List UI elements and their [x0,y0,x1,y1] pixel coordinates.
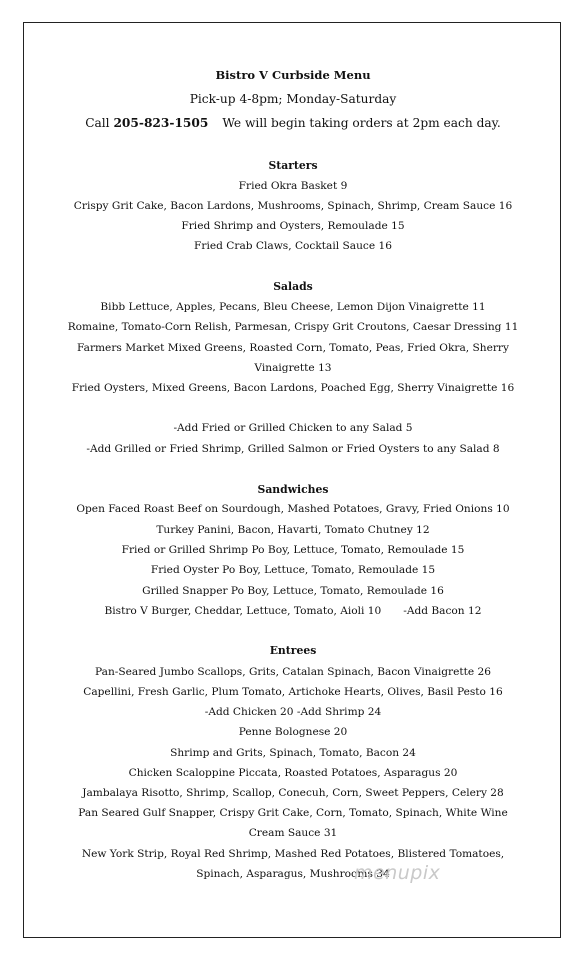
phone-number: 205-823-1505 [113,116,209,130]
menu-item: Shrimp and Grits, Spinach, Tomato, Bacon 24 [170,747,416,759]
menu-item-burger [24,604,562,618]
menu-item: Jambalaya Risotto, Shrimp, Scallop, Conecuh, Corn, Sweet Peppers, Celery 28 [82,787,504,799]
menu-item: Cream Sauce 31 [248,827,338,839]
burger-addon: -Add Bacon 12 [403,605,482,617]
menu-item: Pan Seared Gulf Snapper, Crispy Grit Cake, Corn, Tomato, Spinach, White Wine [78,807,508,819]
pickup-hours: Pick-up 4-8pm; Monday-Saturday [189,92,397,106]
menu-sheet [23,22,561,938]
salad-addon: -Add Grilled or Fried Shrimp, Grilled Salmon or Fried Oysters to any Salad 8 [86,443,500,455]
call-line [24,116,562,130]
call-prefix: Call [85,116,110,130]
entree-addon: -Add Chicken 20 -Add Shrimp 24 [204,706,382,718]
menu-item: Fried Oysters, Mixed Greens, Bacon Lardons, Poached Egg, Sherry Vinaigrette 16 [71,382,515,394]
menu-item: Turkey Panini, Bacon, Havarti, Tomato Chutney 12 [156,524,430,536]
menu-title: Bistro V Curbside Menu [215,68,371,82]
menu-item: Spinach, Asparagus, Mushrooms 34 [196,868,390,880]
menu-item: Farmers Market Mixed Greens, Roasted Corn, Tomato, Peas, Fried Okra, Sherry [77,342,509,354]
salad-addon: -Add Fried or Grilled Chicken to any Salad 5 [173,422,413,434]
menu-item: Fried Oyster Po Boy, Lettuce, Tomato, Remoulade 15 [150,564,436,576]
menu-item: Fried Okra Basket 9 [238,180,348,192]
starters-heading: Starters [268,159,318,172]
menu-item: Chicken Scaloppine Piccata, Roasted Potatoes, Asparagus 20 [128,767,458,779]
burger-item: Bistro V Burger, Cheddar, Lettuce, Tomato, Aioli 10 [104,605,382,617]
menu-item: Capellini, Fresh Garlic, Plum Tomato, Artichoke Hearts, Olives, Basil Pesto 16 [83,686,503,698]
menu-item: Open Faced Roast Beef on Sourdough, Mashed Potatoes, Gravy, Fried Onions 10 [76,503,510,515]
sandwiches-heading: Sandwiches [257,483,329,496]
salads-heading: Salads [273,280,313,293]
menu-item: Fried Crab Claws, Cocktail Sauce 16 [194,240,392,252]
menu-item: Fried Shrimp and Oysters, Remoulade 15 [181,220,405,232]
menu-item: Bibb Lettuce, Apples, Pecans, Bleu Cheese, Lemon Dijon Vinaigrette 11 [100,301,486,313]
menupix-watermark: menupix [354,862,441,884]
menu-item: Fried or Grilled Shrimp Po Boy, Lettuce, Tomato, Remoulade 15 [121,544,465,556]
call-note: We will begin taking orders at 2pm each day. [222,116,501,130]
menu-item: Grilled Snapper Po Boy, Lettuce, Tomato, Remoulade 16 [142,585,444,597]
menu-item: Crispy Grit Cake, Bacon Lardons, Mushrooms, Spinach, Shrimp, Cream Sauce 16 [73,200,513,212]
menu-item: New York Strip, Royal Red Shrimp, Mashed Red Potatoes, Blistered Tomatoes, [81,848,505,860]
menu-item: Romaine, Tomato-Corn Relish, Parmesan, Crispy Grit Croutons, Caesar Dressing 11 [67,321,519,333]
menu-item: Pan-Seared Jumbo Scallops, Grits, Catalan Spinach, Bacon Vinaigrette 26 [95,666,491,678]
entrees-heading: Entrees [269,644,317,657]
menu-item: Penne Bolognese 20 [238,726,348,738]
menu-item: Vinaigrette 13 [254,362,332,374]
